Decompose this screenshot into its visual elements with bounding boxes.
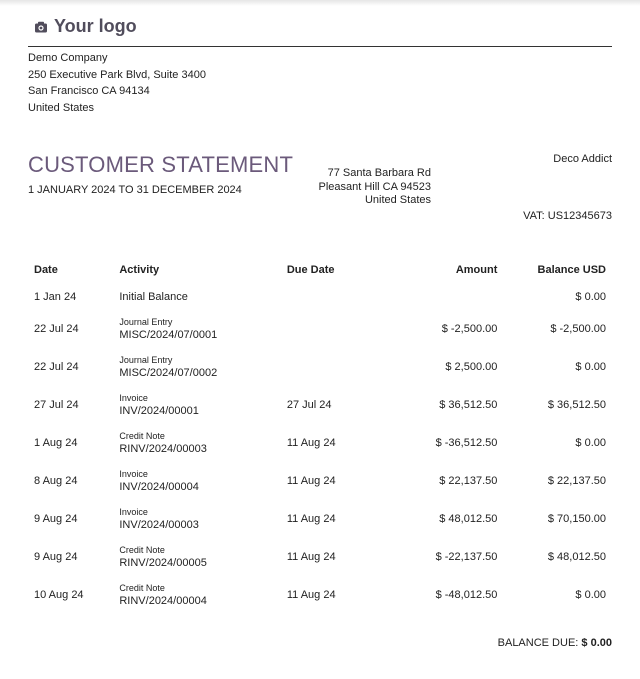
partner-country: United States bbox=[364, 194, 431, 206]
header-amount: Amount bbox=[455, 264, 498, 276]
row-balance: $ 0.00 bbox=[575, 437, 606, 449]
table-row bbox=[28, 386, 612, 424]
row-date: 22 Jul 24 bbox=[34, 323, 79, 335]
row-due-date bbox=[287, 310, 389, 348]
row-due-date: 11 Aug 24 bbox=[286, 513, 336, 525]
company-city: San Francisco CA 94134 bbox=[28, 85, 150, 97]
row-date: 22 Jul 24 bbox=[34, 361, 79, 373]
row-balance: $ 0.00 bbox=[575, 291, 606, 303]
row-activity bbox=[119, 500, 286, 538]
table-row bbox=[28, 500, 612, 538]
activity-kind: Invoice bbox=[119, 392, 148, 403]
row-balance: $ 0.00 bbox=[575, 589, 606, 601]
row-activity bbox=[119, 576, 286, 614]
partner-city: Pleasant Hill CA 94523 bbox=[318, 180, 431, 193]
row-amount: $ 22,137.50 bbox=[439, 475, 498, 487]
row-balance: $ 70,150.00 bbox=[547, 513, 606, 525]
row-activity bbox=[119, 310, 286, 348]
partner-street: 77 Santa Barbara Rd bbox=[327, 167, 431, 179]
activity-ref: INV/2024/00004 bbox=[119, 480, 199, 493]
company-country: United States bbox=[28, 101, 95, 114]
row-due-date: 11 Aug 24 bbox=[286, 551, 336, 563]
activity-kind: Credit Note bbox=[119, 582, 165, 593]
row-balance: $ 48,012.50 bbox=[547, 551, 606, 563]
row-date: 9 Aug 24 bbox=[34, 551, 78, 563]
header-balance: Balance USD bbox=[537, 264, 606, 276]
row-date: 8 Aug 24 bbox=[34, 475, 78, 487]
statement-period: 1 JANUARY 2024 TO 31 DECEMBER 2024 bbox=[28, 184, 242, 196]
activity-kind: Invoice bbox=[119, 506, 148, 517]
balance-due-label: BALANCE DUE: bbox=[497, 637, 579, 649]
activity-ref: INV/2024/00003 bbox=[119, 518, 199, 531]
row-date: 27 Jul 24 bbox=[34, 399, 79, 411]
row-amount: $ 2,500.00 bbox=[445, 361, 498, 373]
table-row bbox=[28, 424, 612, 462]
activity-ref: INV/2024/00001 bbox=[119, 404, 199, 417]
row-activity bbox=[119, 348, 286, 386]
activity-kind: Credit Note bbox=[119, 544, 165, 555]
balance-due-value: $ 0.00 bbox=[581, 637, 612, 649]
row-amount: $ -48,012.50 bbox=[435, 589, 498, 601]
row-due-date: 11 Aug 24 bbox=[286, 437, 336, 449]
company-street: 250 Executive Park Blvd, Suite 3400 bbox=[28, 68, 206, 81]
header-activity: Activity bbox=[119, 264, 160, 276]
row-activity bbox=[119, 538, 286, 576]
company-address bbox=[28, 50, 206, 116]
row-due-date: 11 Aug 24 bbox=[286, 589, 336, 601]
activity-ref: Initial Balance bbox=[119, 291, 188, 303]
row-date: 9 Aug 24 bbox=[34, 513, 78, 525]
row-balance: $ 22,137.50 bbox=[547, 475, 606, 487]
row-due-date: 27 Jul 24 bbox=[286, 399, 332, 411]
row-balance: $ 0.00 bbox=[575, 361, 606, 373]
activity-kind: Journal Entry bbox=[119, 316, 173, 327]
row-due-date bbox=[287, 348, 389, 386]
row-amount: $ -22,137.50 bbox=[435, 551, 498, 563]
activity-kind: Journal Entry bbox=[119, 354, 173, 365]
row-amount: $ -36,512.50 bbox=[435, 437, 498, 449]
logo-text: Your logo bbox=[54, 16, 137, 36]
table-row bbox=[28, 538, 612, 576]
balance-due bbox=[498, 637, 612, 649]
row-amount: $ -2,500.00 bbox=[441, 323, 498, 335]
row-amount bbox=[388, 284, 497, 310]
table-row bbox=[28, 348, 612, 386]
partner-name: Deco Addict bbox=[553, 153, 612, 165]
table-row bbox=[28, 576, 612, 614]
row-activity bbox=[119, 424, 286, 462]
statement-lines-table bbox=[28, 256, 612, 614]
statement-title: CUSTOMER STATEMENT bbox=[28, 152, 294, 177]
activity-ref: RINV/2024/00003 bbox=[119, 442, 207, 455]
row-activity bbox=[119, 462, 286, 500]
activity-ref: RINV/2024/00004 bbox=[119, 594, 207, 607]
table-row bbox=[28, 284, 612, 310]
row-balance: $ 36,512.50 bbox=[547, 399, 606, 411]
row-activity bbox=[119, 284, 286, 310]
company-logo bbox=[34, 16, 137, 37]
camera-icon bbox=[34, 20, 48, 34]
row-amount: $ 36,512.50 bbox=[439, 399, 498, 411]
table-row bbox=[28, 310, 612, 348]
header-due-date: Due Date bbox=[286, 264, 335, 276]
row-amount: $ 48,012.50 bbox=[439, 513, 498, 525]
header-date: Date bbox=[34, 264, 58, 276]
row-date: 1 Jan 24 bbox=[34, 291, 77, 303]
table-row bbox=[28, 462, 612, 500]
row-balance: $ -2,500.00 bbox=[550, 323, 606, 335]
activity-kind: Invoice bbox=[119, 468, 148, 479]
row-activity bbox=[119, 386, 286, 424]
row-due-date: 11 Aug 24 bbox=[286, 475, 336, 487]
row-date: 1 Aug 24 bbox=[34, 437, 78, 449]
row-due-date bbox=[287, 284, 389, 310]
activity-kind: Credit Note bbox=[119, 430, 165, 441]
activity-ref: MISC/2024/07/0002 bbox=[119, 366, 218, 379]
partner-vat: VAT: US12345673 bbox=[523, 210, 612, 222]
table-header-row bbox=[28, 256, 612, 284]
row-date: 10 Aug 24 bbox=[34, 589, 84, 601]
header-divider bbox=[28, 46, 612, 47]
partner-address bbox=[300, 167, 431, 208]
activity-ref: RINV/2024/00005 bbox=[119, 556, 207, 569]
activity-ref: MISC/2024/07/0001 bbox=[119, 328, 218, 341]
company-name: Demo Company bbox=[28, 52, 108, 64]
page-top-shadow bbox=[0, 0, 640, 6]
